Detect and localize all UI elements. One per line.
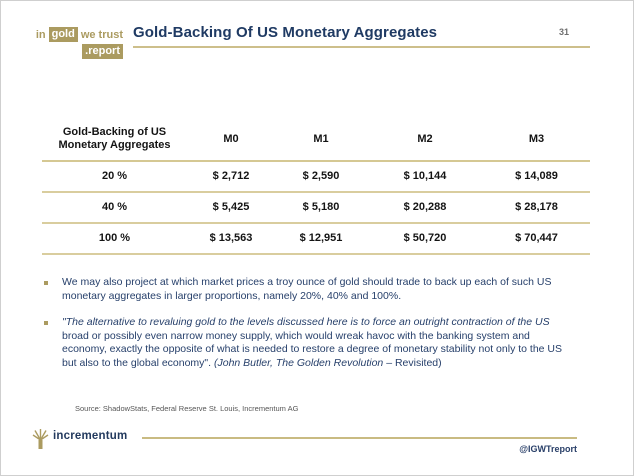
cell-m0: $ 5,425 [212, 201, 250, 213]
table-header-m1: M1 [313, 132, 329, 145]
table-row [42, 224, 590, 255]
page-title: Gold-Backing Of US Monetary Aggregates [133, 24, 438, 41]
bullet-list [44, 276, 566, 383]
table-header-row [42, 118, 590, 162]
title-underline [133, 46, 590, 48]
table-row [42, 162, 590, 193]
table-header-m2: M2 [417, 132, 433, 145]
cell-m3: $ 28,178 [515, 201, 558, 213]
twitter-handle: @IGWTreport [519, 444, 577, 454]
cell-m2: $ 10,144 [403, 170, 447, 182]
quote-attribution-italic: (John Butler, The Golden Revolution [214, 356, 384, 369]
cell-m0: $ 2,712 [212, 170, 250, 182]
cell-m1: $ 5,180 [302, 201, 340, 213]
gold-backing-table [42, 118, 590, 255]
logo-box-report: .report [82, 44, 123, 59]
incrementum-tree-icon [32, 427, 49, 455]
quote-attribution-regular: – Revisited) [383, 356, 442, 369]
row-label: 20 % [101, 170, 128, 182]
cell-m2: $ 50,720 [403, 232, 447, 244]
igwt-logo [33, 27, 123, 59]
bullet-marker [44, 316, 62, 370]
source-note: Source: ShadowStats, Federal Reserve St. Louis, Incrementum AG [75, 404, 299, 413]
cell-m3: $ 70,447 [515, 232, 558, 244]
quote-italic-segment: "The alternative to revaluing gold to the levels discussed here is to force an outright contraction of the US [62, 316, 550, 328]
cell-m0: $ 13,563 [209, 232, 253, 244]
table-header-label: Gold-Backing of US Monetary Aggregates [58, 126, 171, 151]
logo-box-gold: gold [49, 27, 78, 42]
cell-m3: $ 14,089 [515, 170, 558, 182]
table-row [42, 193, 590, 224]
row-label: 100 % [98, 232, 131, 244]
row-label: 40 % [101, 201, 128, 213]
incrementum-wordmark: incrementum [53, 430, 128, 442]
bullet-marker [44, 276, 62, 303]
cell-m1: $ 12,951 [299, 232, 343, 244]
bullet-item [44, 316, 566, 370]
page-number: 31 [559, 27, 570, 37]
cell-m2: $ 20,288 [403, 201, 447, 213]
table-header-m3: M3 [528, 132, 545, 145]
igwt-logo-row1 [33, 27, 123, 42]
bullet-text-quote [62, 316, 566, 370]
table-header-m0: M0 [223, 132, 239, 145]
logo-word-in: in [35, 28, 46, 41]
quote-regular-segment: broad or possibly even narrow money supply, which would wreak havoc with the banking system and economy, exactly the opposite of what is needed to restore a degree of monetary stability not only to the US but also to the global economy". [62, 329, 563, 369]
footer-rule [142, 437, 577, 439]
igwt-logo-row2 [33, 44, 123, 59]
logo-word-we-trust: we trust [80, 28, 123, 41]
bullet-text-projection: We may also project at which market prices a troy ounce of gold should trade to back up each of such US monetary aggregates in larger proportions, namely 20%, 40% and 100%. [62, 276, 552, 302]
cell-m1: $ 2,590 [302, 170, 340, 182]
bullet-item [44, 276, 566, 303]
